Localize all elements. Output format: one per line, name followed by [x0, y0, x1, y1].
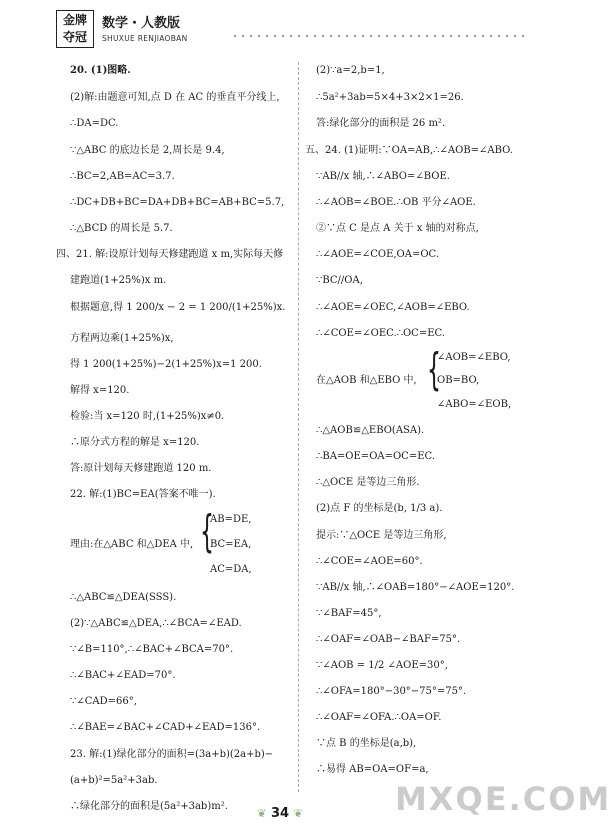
text-line: 22. 解:(1)BC=EA(答案不唯一).	[70, 489, 216, 500]
text-line: ∴∠AOB=∠BOE.∴OB 平分∠AOE.	[316, 197, 476, 208]
text-line: ∴5a²+3ab=5×4+3×2×1=26.	[316, 92, 464, 103]
text-line: ∴∠OAF=∠OFA.∴OA=OF.	[316, 712, 442, 723]
left-brace-icon: {	[427, 344, 441, 395]
text-line: (2)∵△ABC≌△DEA,∴∠BCA=∠EAD.	[70, 618, 242, 629]
text-line: 23. 解:(1)绿化部分的面积=(3a+b)(2a+b)−	[70, 749, 274, 760]
text-line: (2)解:由题意可知,点 D 在 AC 的垂直平分线上,	[70, 92, 280, 103]
leaf-icon: ❦	[293, 807, 303, 820]
left-brace-icon: {	[200, 506, 214, 557]
text-line: 根据题意,得 1 200/x − 2 = 1 200/(1+25%)x.	[70, 302, 286, 313]
text-line: ∵AB//x 轴,∴∠OAB=180°−∠AOE=120°.	[316, 582, 515, 593]
leaf-icon: ❦	[257, 807, 267, 820]
text-line: 在△AOB 和△EBO 中,	[316, 375, 417, 386]
text-line: ∵∠CAD=66°,	[70, 696, 137, 707]
header-dot-pattern	[231, 32, 526, 40]
text-line: 答:绿化部分的面积是 26 m².	[316, 118, 446, 129]
text-line: ∴∠BAE=∠BAC+∠CAD+∠EAD=136°.	[70, 722, 261, 733]
text-line: ∴△OCE 是等边三角形.	[316, 477, 420, 488]
text-line: OB=BO,	[437, 375, 480, 386]
text-line: (a+b)²=5a²+3ab.	[70, 775, 158, 786]
text-line: ∴∠BAC+∠EAD=70°.	[70, 670, 176, 681]
text-line: 建跑道(1+25%)x m.	[70, 275, 167, 286]
logo-line-1: 金牌	[62, 13, 87, 27]
text-line: AB=DE,	[210, 514, 252, 525]
logo-line-2: 夺冠	[62, 30, 87, 44]
text-line: ∴∠AOE=∠OEC,∠AOB=∠EBO.	[316, 302, 470, 313]
text-line: ∴△AOB≌△EBO(ASA).	[316, 425, 425, 436]
text-line: 得 1 200(1+25%)−2(1+25%)x=1 200.	[70, 359, 262, 370]
text-line: ∵∠AOB = 1/2 ∠AOE=30°,	[316, 660, 448, 671]
text-line: ∴原分式方程的解是 x=120.	[70, 437, 200, 448]
watermark-logo: MXQE.COM	[395, 780, 611, 818]
text-line: ∴BC=2,AB=AC=3.7.	[70, 171, 175, 182]
text-line: ∴∠OFA=180°−30°−75°=75°.	[316, 686, 467, 697]
text-line: ∴BA=OE=OA=OC=EC.	[316, 451, 435, 462]
text-line: ∵∠B=110°,∴∠BAC+∠BCA=70°.	[70, 644, 234, 655]
page-header	[56, 10, 526, 50]
text-line: 四、21. 解:设原计划每天修建跑道 x m,实际每天修	[56, 249, 284, 260]
text-line: ∴易得 AB=OA=OF=a,	[316, 764, 429, 775]
text-line: 理由:在△ABC 和△DEA 中,	[70, 539, 194, 550]
text-line: ∵∠BAF=45°,	[316, 608, 382, 619]
text-line: ∴∠OAF=∠OAB−∠BAF=75°.	[316, 634, 461, 645]
text-line: 方程两边乘(1+25%)x,	[70, 333, 174, 344]
text-line: (2)∵a=2,b=1,	[316, 65, 385, 76]
book-title: 数学・人教版	[102, 16, 181, 31]
brand-logo	[56, 10, 94, 48]
text-line: ②∵点 C 是点 A 关于 x 轴的对称点,	[316, 223, 479, 234]
text-line: 解得 x=120.	[70, 385, 130, 396]
text-line: ∴DC+DB+BC=DA+DB+BC=AB+BC=5.7,	[70, 197, 285, 208]
text-line: ∠AOB=∠EBO,	[437, 352, 511, 363]
text-line: ∠ABO=∠EOB,	[437, 399, 512, 410]
text-line: ∵BC//OA,	[316, 275, 363, 286]
text-line: ∴△ABC≌△DEA(SSS).	[70, 592, 177, 603]
text-line: ∴∠AOE=∠COE,OA=OC.	[316, 249, 440, 260]
text-line: ∴∠COE=∠OEC.∴OC=EC.	[316, 328, 445, 339]
text-line: 20. (1)图略.	[70, 65, 131, 76]
text-line: ∵△ABC 的底边长是 2,周长是 9.4,	[70, 145, 225, 156]
text-line: ∴△BCD 的周长是 5.7.	[70, 223, 173, 234]
text-line: ∴DA=DC.	[70, 118, 119, 129]
text-line: 提示:∵△OCE 是等边三角形,	[316, 530, 447, 541]
text-line: 答:原计划每天修建跑道 120 m.	[70, 463, 212, 474]
page-number: 34	[270, 806, 290, 821]
book-subtitle: SHUXUE RENJIAOBAN	[102, 34, 188, 43]
text-line: ∵点 B 的坐标是(a,b),	[316, 738, 417, 749]
text-line: ∵AB//x 轴,∴∠ABO=∠BOE.	[316, 171, 450, 182]
column-divider	[298, 62, 299, 792]
text-line: ∴∠COE=∠AOE=60°.	[316, 556, 423, 567]
text-line: 检验:当 x=120 时,(1+25%)x≠0.	[70, 411, 225, 422]
text-line: (2)点 F 的坐标是(b, 1/3 a).	[316, 503, 443, 514]
text-line: ∴绿化部分的面积是(5a²+3ab)m².	[70, 801, 228, 812]
text-line: BC=EA,	[210, 539, 252, 550]
text-line: AC=DA,	[210, 564, 252, 575]
text-line: 五、24. (1)证明:∵OA=AB,∴∠AOB=∠ABO.	[305, 145, 513, 156]
